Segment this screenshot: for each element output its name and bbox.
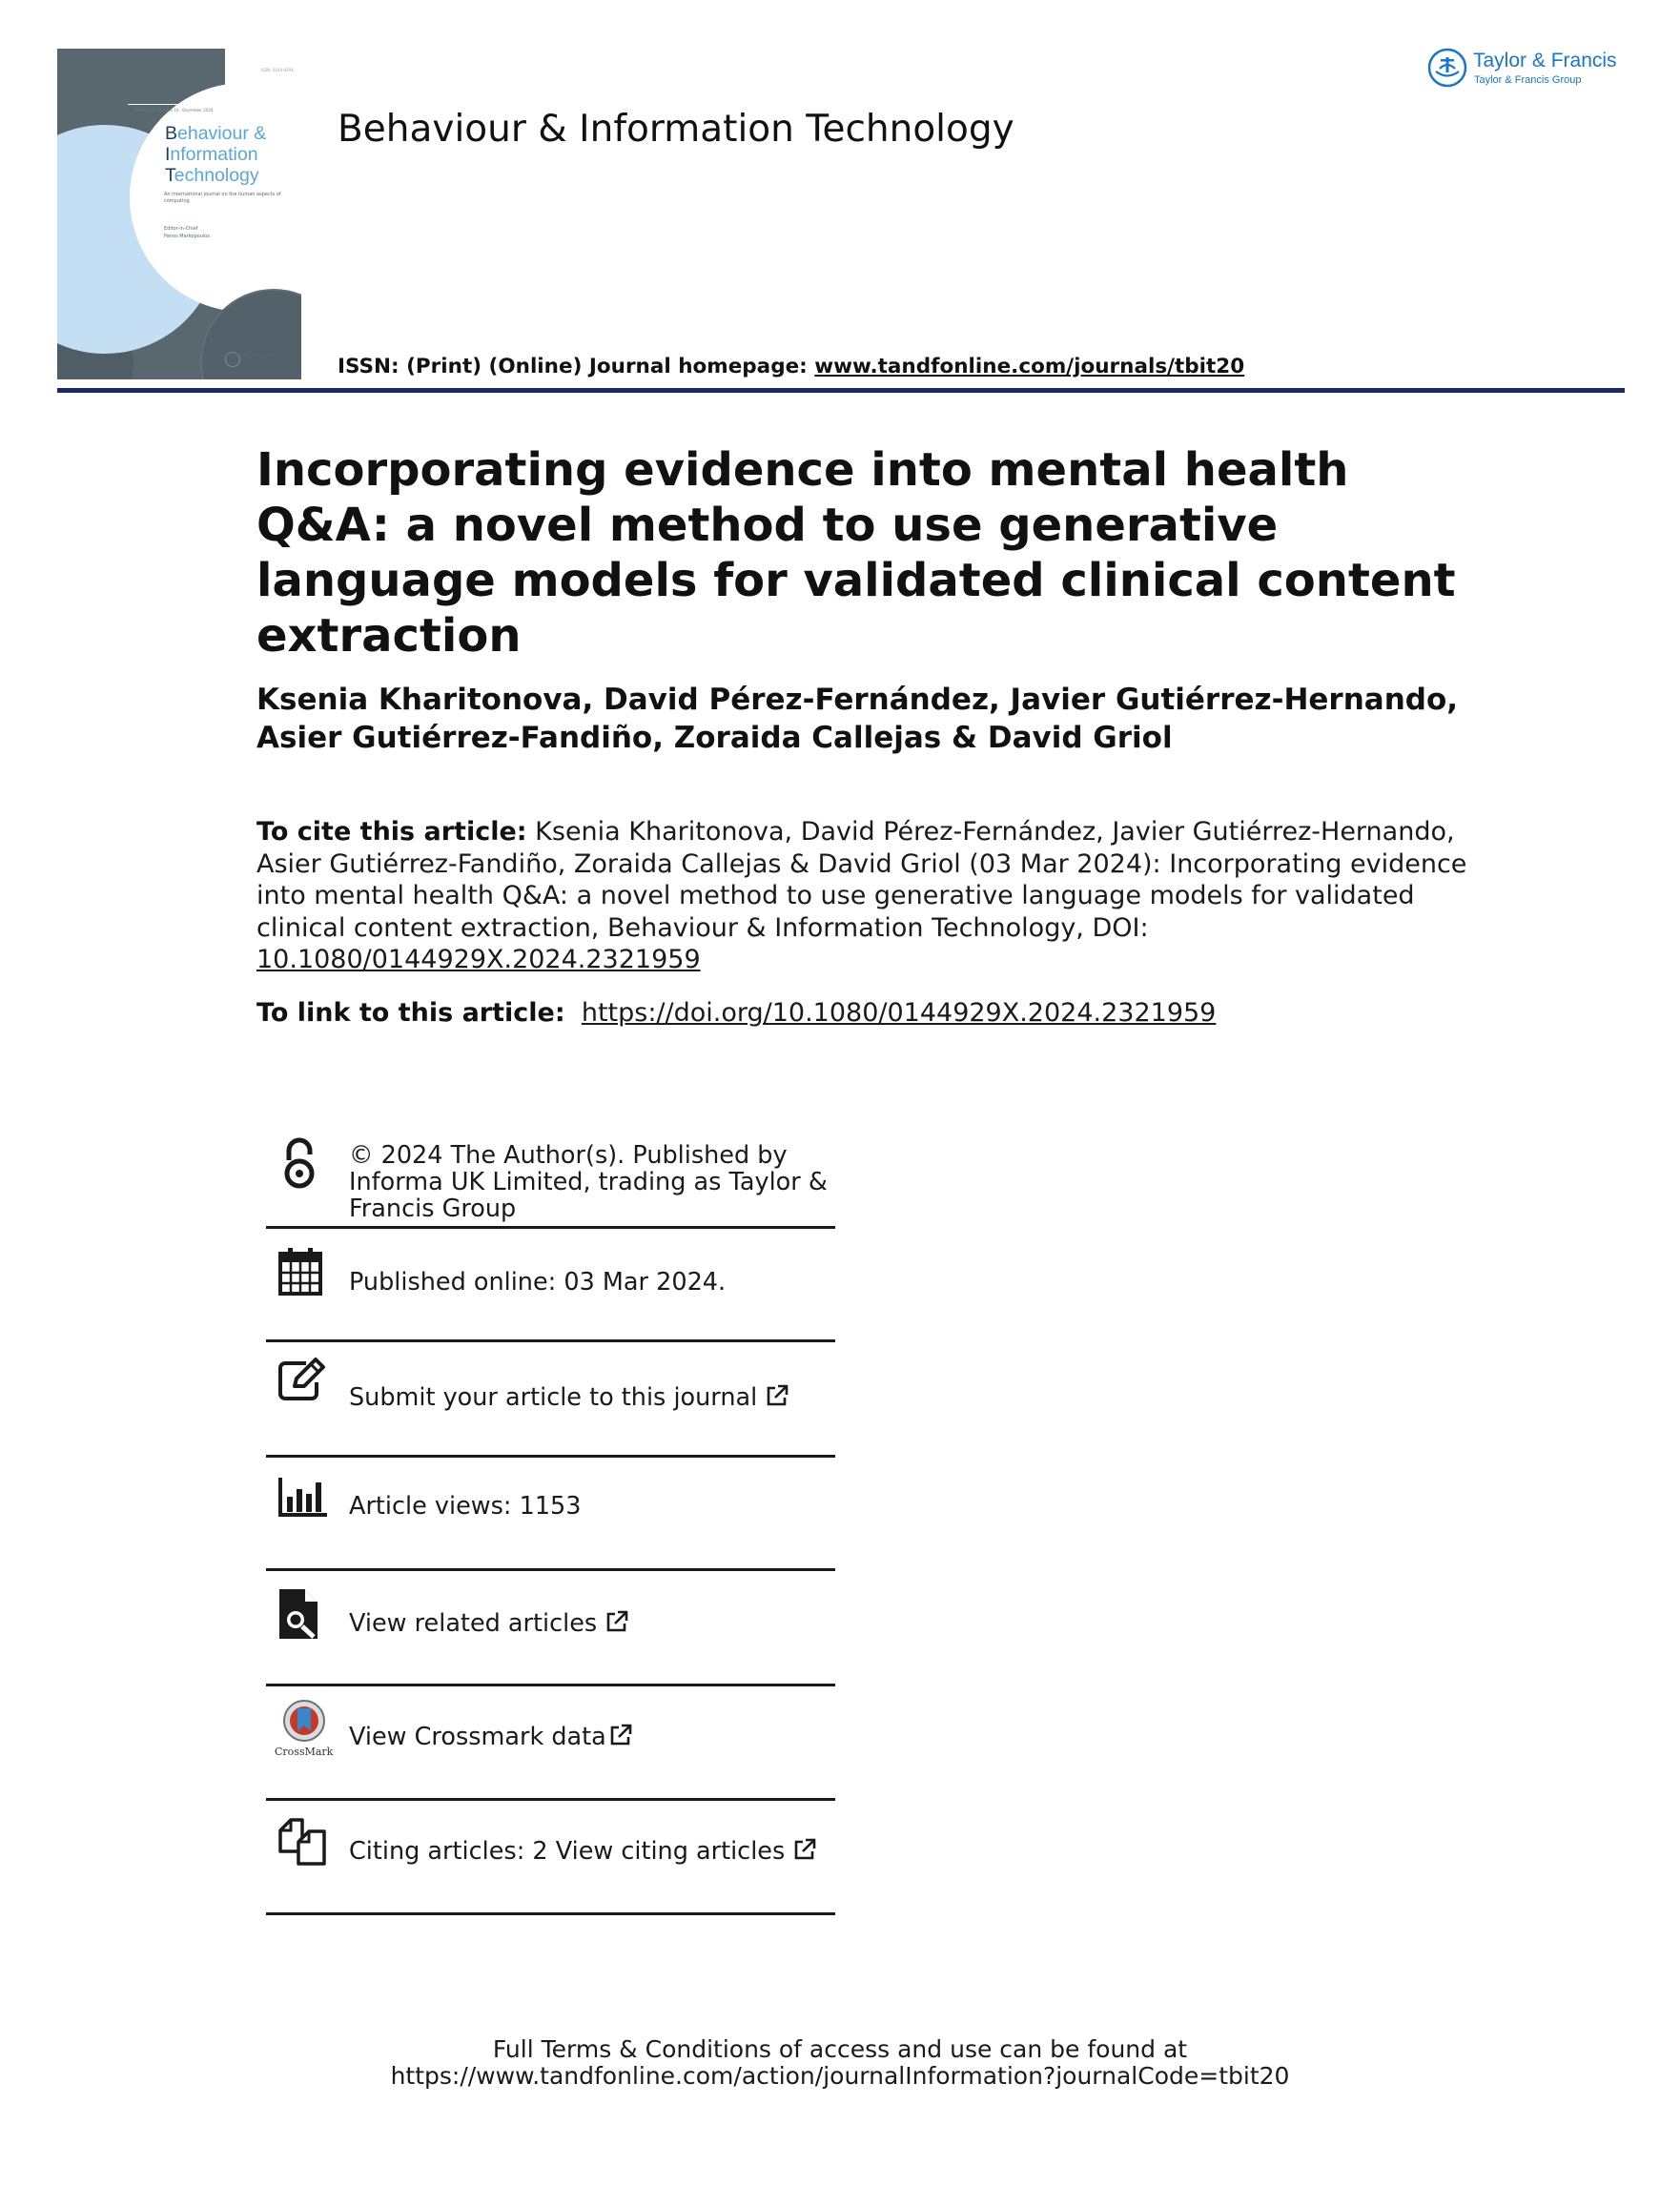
external-link-icon: [608, 1723, 633, 1747]
article-views: Article views: 1153: [349, 1492, 582, 1521]
cover-volume: Volume 43 · Number 16 · December 2024: [133, 108, 214, 112]
publisher-group: Taylor & Francis Group: [1474, 74, 1582, 86]
issn-homepage-line: [338, 355, 1244, 378]
cover-issn: ISSN: 0144-929X: [261, 68, 294, 72]
journal-title: Behaviour & Information Technology: [338, 108, 1014, 151]
terms-text: Full Terms & Conditions of access and use can be found at: [492, 2035, 1188, 2063]
calendar-icon: [277, 1247, 323, 1297]
citing-documents-icon: [277, 1817, 327, 1867]
crossmark-logo-label: CrossMark: [275, 1746, 334, 1758]
submit-article-label: Submit your article to this journal: [349, 1383, 758, 1412]
article-title: Incorporating evidence into mental health Q&A: a novel method to use generative language models for validated clinical content extraction: [256, 443, 1456, 663]
published-row: [266, 1229, 835, 1339]
external-link-icon: [604, 1609, 629, 1634]
header-divider: [57, 388, 1625, 393]
cover-title: Behaviour & Information Technology: [165, 123, 267, 186]
journal-cover-image: [57, 49, 301, 379]
article-authors: Ksenia Kharitonova, David Pérez-Fernández, Javier Gutiérrez-Hernando, Asier Gutiérrez-Fandiño, Zoraida Callejas & David Griol: [256, 683, 1459, 755]
edit-icon: [277, 1358, 327, 1401]
citing-articles-label: Citing articles: 2 View citing articles: [349, 1837, 786, 1866]
document-search-icon: [277, 1587, 321, 1641]
citation-block: [256, 816, 1496, 976]
published-date: Published online: 03 Mar 2024.: [349, 1268, 727, 1297]
divider: [266, 1912, 835, 1915]
terms-link[interactable]: https://www.tandfonline.com/action/journalInformation?journalCode=tbit20: [390, 2062, 1290, 2090]
citing-articles-link[interactable]: [266, 1801, 835, 1912]
cite-label: To cite this article:: [256, 817, 527, 847]
link-label: To link to this article:: [256, 998, 565, 1028]
open-access-icon: [280, 1137, 318, 1191]
article-views-row: [266, 1458, 835, 1568]
journal-homepage-link[interactable]: www.tandfonline.com/journals/tbit20: [814, 355, 1245, 378]
license-text: © 2024 The Author(s). Published by Informa UK Limited, trading as Taylor & Francis Group: [349, 1141, 828, 1223]
cover-publisher: Taylor & Francis: [244, 354, 282, 359]
publisher-logo[interactable]: [1427, 48, 1656, 97]
cover-editor: Editor-in-Chief Panos Markopoulos: [164, 226, 210, 239]
cover-publisher-icon: [225, 352, 240, 367]
external-link-icon: [765, 1383, 789, 1408]
related-articles-label: View related articles: [349, 1609, 598, 1638]
cover-subtitle: An international journal on the human aspects of computing: [164, 192, 281, 204]
crossmark-link[interactable]: [266, 1686, 835, 1798]
bar-chart-icon: [277, 1478, 327, 1518]
issn-label: ISSN: (Print) (Online) Journal homepage:: [338, 355, 815, 378]
cite-text: Ksenia Kharitonova, David Pérez-Fernández, Javier Gutiérrez-Hernando, Asier Gutiérrez-Fandiño, Zoraida Callejas & David Griol (03 Mar 2024): Incorporating evidence into mental health Q&A: a novel method to use generative language models for validated clinical content extraction, Behaviour & Information Technology, DOI:: [256, 817, 1467, 943]
taylor-francis-icon: [1427, 48, 1467, 88]
crossmark-icon: [282, 1699, 326, 1743]
submit-article-link[interactable]: [266, 1342, 835, 1455]
crossmark-label: View Crossmark data: [349, 1723, 606, 1751]
doi-link[interactable]: https://doi.org/10.1080/0144929X.2024.2321959: [581, 998, 1217, 1028]
publisher-name: Taylor & Francis: [1473, 50, 1617, 71]
link-block: [256, 998, 1216, 1028]
license-row: [266, 1133, 835, 1226]
terms-footer: [0, 2036, 1680, 2090]
external-link-icon: [792, 1837, 817, 1862]
cite-doi-link[interactable]: 10.1080/0144929X.2024.2321959: [256, 945, 701, 974]
related-articles-link[interactable]: [266, 1571, 835, 1684]
